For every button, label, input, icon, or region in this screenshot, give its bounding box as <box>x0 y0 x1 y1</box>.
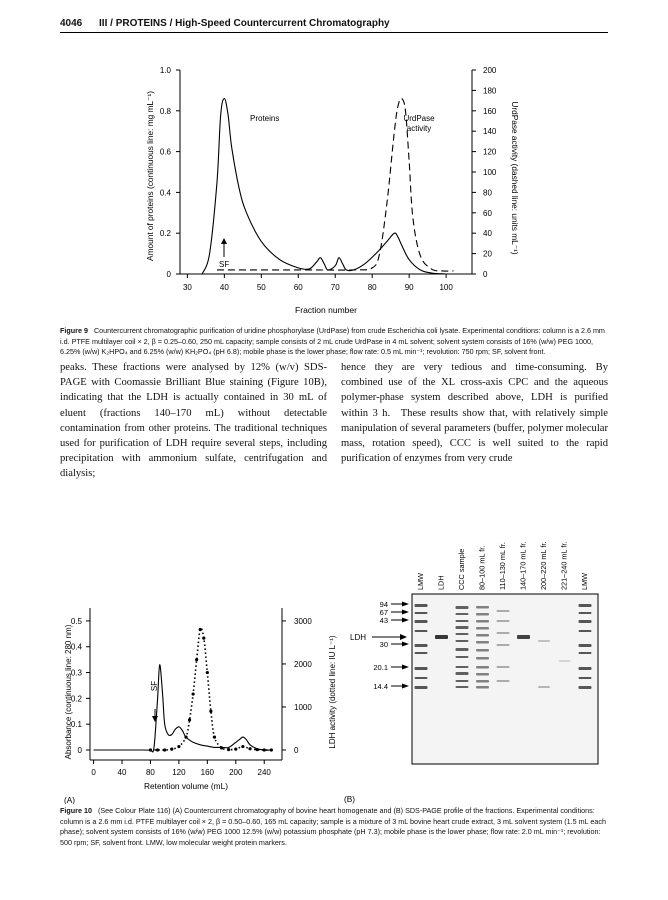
gel-band <box>579 630 592 632</box>
x-tick-label: 60 <box>293 283 303 292</box>
gel-band <box>497 644 510 646</box>
ldh-activity-point <box>220 746 223 749</box>
gel-band <box>415 612 428 614</box>
gel-band <box>456 680 469 682</box>
gel-band <box>579 644 592 647</box>
gel-band <box>476 634 489 637</box>
gel-lane-label: CCC sample <box>457 548 466 590</box>
y-tick-label-right: 1000 <box>294 702 312 712</box>
ldh-activity-point <box>227 748 230 751</box>
gel-band <box>456 633 469 635</box>
gel-band <box>538 686 550 688</box>
gel-lane-label: 200–220 mL fr. <box>539 541 548 590</box>
gel-band <box>456 606 469 609</box>
ldh-activity-point <box>149 748 152 751</box>
gel-lane-label: LDH <box>436 575 446 590</box>
mw-marker-label: 20.1 <box>373 663 388 672</box>
y-tick-label-right: 0 <box>483 270 488 279</box>
ldh-activity-point <box>177 745 180 748</box>
x-tick-label: 160 <box>200 768 215 777</box>
mw-marker-label: 67 <box>379 608 388 617</box>
proteins-annotation: Proteins <box>250 114 280 123</box>
gel-band <box>456 640 469 642</box>
mw-marker-label: 94 <box>379 600 388 609</box>
sf-label: SF <box>150 680 159 692</box>
left-axis-title: Absorbance (continuous line: 280 nm) <box>64 624 73 760</box>
absorbance-series-line <box>94 665 272 752</box>
figure-10-caption <box>60 806 608 848</box>
gel-band <box>415 604 428 607</box>
gel-band <box>476 680 489 683</box>
gel-band <box>497 610 510 612</box>
gel-band <box>456 656 469 658</box>
ldh-activity-point <box>234 748 237 751</box>
sf-arrow-head-icon <box>152 716 158 722</box>
x-tick-label: 0 <box>91 768 96 777</box>
x-tick-label: 100 <box>439 283 453 292</box>
y-tick-label-right: 140 <box>483 127 497 137</box>
running-header <box>60 18 608 33</box>
mw-marker-arrow-head-icon <box>402 665 409 670</box>
y-tick-label-right: 2000 <box>294 659 312 669</box>
x-tick-label: 70 <box>330 283 340 292</box>
y-tick-label-right: 3000 <box>294 616 312 626</box>
x-tick-label: 80 <box>367 283 377 292</box>
left-axis-title: Amount of proteins (continuous line: mg mL⁻¹) <box>145 91 155 261</box>
mw-marker-arrow-head-icon <box>402 610 409 615</box>
y-tick-label-right: 0 <box>294 746 299 755</box>
y-tick-label-left: 1.0 <box>159 66 171 75</box>
gel-band <box>517 635 530 639</box>
y-tick-label-left: 0.4 <box>70 642 82 652</box>
sf-arrow-head-icon <box>221 238 227 244</box>
sf-label: SF <box>219 260 230 269</box>
ldh-activity-point <box>241 745 244 748</box>
ldh-activity-series-line <box>150 628 271 750</box>
ldh-activity-point <box>195 658 198 661</box>
y-tick-label-right: 120 <box>483 147 497 157</box>
y-tick-label-right: 40 <box>483 229 492 239</box>
urdpase-annotation: UrdPase activity <box>403 114 435 133</box>
gel-band <box>415 630 428 632</box>
gel-band <box>476 649 489 652</box>
figure-9-chart <box>140 58 540 320</box>
gel-band <box>456 620 469 622</box>
ldh-activity-point <box>206 671 209 674</box>
y-tick-label-right: 200 <box>483 66 497 75</box>
gel-band <box>415 652 428 654</box>
y-tick-label-right: 180 <box>483 86 497 96</box>
gel-lane-label: 110–130 mL fr. <box>498 542 507 590</box>
y-tick-label-right: 80 <box>483 188 492 198</box>
gel-band <box>476 666 489 669</box>
x-tick-label: 50 <box>256 283 266 292</box>
ldh-activity-point <box>256 748 259 751</box>
gel-lane-label: 80–100 mL fr. <box>477 545 487 590</box>
y-tick-label-left: 0.4 <box>159 188 171 198</box>
x-tick-label: 90 <box>404 283 414 292</box>
gel-band <box>497 620 510 622</box>
ldh-activity-point <box>248 747 251 750</box>
mw-marker-label: 30 <box>379 640 388 649</box>
y-tick-label-right: 160 <box>483 106 497 116</box>
x-axis-title: Fraction number <box>295 305 357 315</box>
figure-9-label: Figure 9 <box>60 326 88 335</box>
y-tick-label-left: 0.6 <box>159 147 171 157</box>
ldh-activity-point <box>270 748 273 751</box>
x-tick-label: 120 <box>172 768 186 777</box>
body-column-left: peaks. These fractions were analysed by 12% (w/v) SDS-PAGE with Coomassie Brilliant Blue staining (Figure 10B), indicating that the LDH is actually contained in 30 mL of eluent (fractions 140–170 mL) without detectable contamination from other proteins. The traditional techniques used for purification of LDH require several steps, including precipitation with ammonium sulfate, centrifugation and dialysis; <box>60 362 327 480</box>
gel-band <box>456 672 469 675</box>
y-tick-label-right: 20 <box>483 249 492 259</box>
page-number: 4046 <box>60 18 83 29</box>
gel-band <box>415 644 428 647</box>
gel-band <box>415 686 428 689</box>
ldh-activity-point <box>199 628 202 631</box>
y-tick-label-left: 0.2 <box>70 694 82 704</box>
y-tick-label-right: 100 <box>483 168 497 177</box>
ldh-activity-point <box>202 637 205 640</box>
gel-band <box>538 640 550 642</box>
gel-band <box>579 677 592 679</box>
right-axis-title: UrdPase activity (dashed line: units mL⁻¹) <box>510 101 520 255</box>
ldh-activity-point <box>163 748 166 751</box>
figure-10a-chart <box>60 592 350 804</box>
figure-9-caption <box>60 326 608 358</box>
mw-marker-label: 43 <box>379 616 388 625</box>
gel-band <box>579 612 592 614</box>
gel-band <box>456 626 469 629</box>
figure-10-label: Figure 10 <box>60 806 92 815</box>
ldh-activity-point <box>184 735 187 738</box>
figure-10-caption-text: (See Colour Plate 116) (A) Countercurrent chromatography of bovine heart homogenate and (B) SDS-PAGE profile of the fractions. Experimental conditions: column is a 2.6 mm i.d. PTFE multilayer coil × 2, β = 0.50–0.60, 165 mL capacity; sample is a mixture of 3 mL bovine heart crude extract, 3 mL solvent system (1.5 mL each phase); solvent system consists of 16% (w/w) PEG 1000 12.5% (w/w) potassium phosphate (pH 7.3); mobile phase is the lower phase; flow rate: 2.0 mL min⁻¹; revolution: 500 rpm; SF, solvent front. LMW, low molecular weight protein markers. <box>60 806 606 847</box>
body-text <box>60 360 608 482</box>
y-tick-label-left: 0 <box>77 746 82 755</box>
y-tick-label-left: 0.2 <box>159 229 171 239</box>
gel-band <box>415 620 428 623</box>
ldh-activity-point <box>156 748 159 751</box>
ldh-arrow-head-icon <box>400 634 407 640</box>
gel-band <box>476 606 489 609</box>
gel-image <box>412 594 598 764</box>
gel-band <box>579 667 592 670</box>
mw-marker-arrow-head-icon <box>402 642 409 647</box>
x-tick-label: 40 <box>219 283 229 292</box>
running-title: III / PROTEINS / High-Speed Countercurrent Chromatography <box>99 18 390 29</box>
mw-marker-arrow-head-icon <box>402 602 409 607</box>
x-tick-label: 80 <box>145 768 155 777</box>
ldh-activity-point <box>192 692 195 695</box>
gel-band <box>415 667 428 670</box>
figure-9-caption-text: Countercurrent chromatographic purification of uridine phosphorylase (UrdPase) from crude Escherichia coli lysate. Experimental conditions: column is a 2.6 mm i.d. PTFE multilayer coil × 2, β = 0.25–0.60, 250 mL capacity; sample consists of 2 mL crude UrdPase in 4 mL solvent; solvent system consists of 16% (w/w) PEG 1000, 6.25% (w/w) K₂HPO₄ and 6.25% (w/w) KH₂PO₄ (pH 6.8); mobile phase is the lower phase; flow rate: 0.5 mL min⁻¹; revolution: 750 rpm; SF, solvent front. <box>60 326 605 356</box>
x-tick-label: 40 <box>117 768 127 777</box>
gel-band <box>579 620 592 623</box>
gel-band <box>579 604 592 607</box>
mw-marker-arrow-head-icon <box>402 684 409 689</box>
gel-band <box>476 657 489 660</box>
gel-band <box>579 652 592 654</box>
figure-10b-gel <box>340 520 608 804</box>
gel-band <box>476 641 489 644</box>
gel-band <box>456 666 469 668</box>
right-axis-title: LDH activity (dotted line: IU L⁻¹) <box>328 635 337 749</box>
gel-lane-label: LMW <box>580 572 589 590</box>
gel-band <box>559 660 571 662</box>
ldh-activity-point <box>263 748 266 751</box>
mw-marker-arrow-head-icon <box>402 618 409 623</box>
ldh-activity-point <box>188 718 191 721</box>
x-tick-label: 200 <box>229 768 243 777</box>
gel-band <box>497 680 510 682</box>
ldh-activity-point <box>170 748 173 751</box>
gel-band <box>476 620 489 623</box>
mw-marker-label: 14.4 <box>373 682 388 691</box>
ldh-band-label: LDH <box>350 633 367 642</box>
y-tick-label-left: 0.1 <box>70 720 82 730</box>
gel-band <box>476 613 489 616</box>
gel-lane-label: 140–170 mL fr. <box>518 541 528 590</box>
y-tick-label-left: 0.5 <box>70 616 82 626</box>
gel-band <box>579 686 592 689</box>
gel-band <box>435 635 448 639</box>
gel-band <box>476 673 489 676</box>
x-tick-label: 30 <box>182 283 192 292</box>
y-tick-label-right: 60 <box>483 208 492 218</box>
ldh-activity-point <box>209 710 212 713</box>
gel-lane-label: LMW <box>416 572 425 590</box>
y-tick-label-left: 0.3 <box>70 668 82 678</box>
body-column-right: hence they are very tedious and time-consuming. By combined use of the XL cross-axis CPC and the aqueous polymer-phase system described above, LDH is purified within 3 h. These results show that, with relatively simple manipulation of several parameters (buffer, polymer molecular mass, rotation speed), CCC is well suited to the rapid purification of enzymes from very crude <box>341 362 608 465</box>
gel-band <box>456 686 469 688</box>
gel-band <box>415 677 428 679</box>
gel-band <box>476 686 489 689</box>
ldh-activity-point <box>213 735 216 738</box>
gel-band <box>497 632 510 634</box>
gel-band <box>497 666 510 668</box>
y-tick-label-left: 0.8 <box>159 106 171 116</box>
gel-band <box>456 613 469 615</box>
x-axis-title: Retention volume (mL) <box>144 781 228 791</box>
gel-band <box>476 627 489 630</box>
y-tick-label-left: 0 <box>166 270 171 279</box>
panel-b-label: (B) <box>344 794 356 804</box>
x-tick-label: 240 <box>257 768 271 777</box>
gel-lane-label: 221–240 mL fr. <box>559 541 569 590</box>
gel-band <box>456 648 469 651</box>
panel-a-label: (A) <box>64 795 76 804</box>
